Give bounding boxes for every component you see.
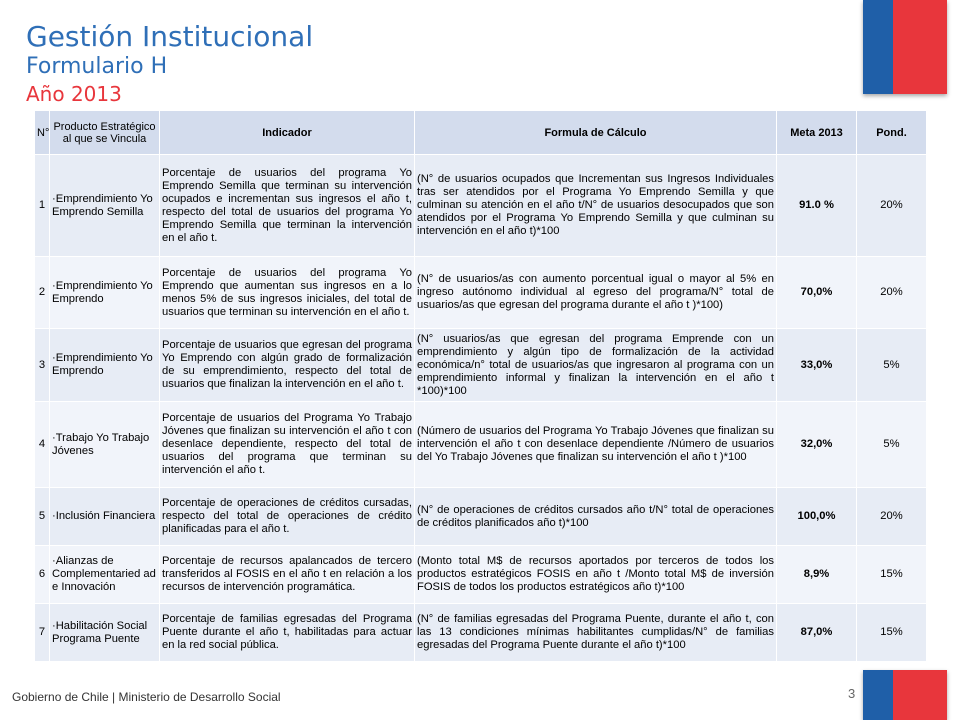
table-row xyxy=(35,604,927,662)
table-row xyxy=(35,402,927,488)
row-pond: 20% xyxy=(857,257,927,329)
header-formula: Formula de Cálculo xyxy=(415,111,777,155)
row-formula: (N° de operaciones de créditos cursados año t/N° total de operaciones de créditos planificados año t)*100 xyxy=(415,488,777,546)
row-num: 5 xyxy=(35,488,50,546)
flag-logo-bottom xyxy=(863,670,947,720)
row-pond: 20% xyxy=(857,155,927,257)
header-num: N° xyxy=(35,111,50,155)
row-product: ·Inclusión Financiera xyxy=(50,488,160,546)
row-meta: 91.0 % xyxy=(777,155,857,257)
footer-text: Gobierno de Chile | Ministerio de Desarrollo Social xyxy=(12,690,281,704)
table-row xyxy=(35,155,927,257)
row-formula: (N° de usuarios ocupados que Incrementan sus Ingresos Individuales tras ser atendidos por el Programa Yo Emprendo Semilla y que culminan su atención en el año t/N° de usuarios desocupados que son atendidos por el Programa Yo Emprendo Semilla y que culminan su intervención en el año t)*100 xyxy=(415,155,777,257)
row-indicator: Porcentaje de recursos apalancados de tercero transferidos al FOSIS en el año t en relación a los recursos de intervención programática. xyxy=(160,546,415,604)
row-num: 1 xyxy=(35,155,50,257)
row-meta: 100,0% xyxy=(777,488,857,546)
flag-red-stripe xyxy=(893,670,947,720)
row-pond: 5% xyxy=(857,329,927,402)
row-pond: 15% xyxy=(857,546,927,604)
row-indicator: Porcentaje de usuarios del programa Yo Emprendo que aumentan sus ingresos en a lo menos 5% de sus ingresos iniciales, del total de usuarios que terminan su intervención en el año t. xyxy=(160,257,415,329)
indicators-table xyxy=(34,110,927,662)
flag-logo-top xyxy=(863,0,947,94)
row-indicator: Porcentaje de usuarios del programa Yo Emprendo Semilla que terminan su intervención ocupados e incrementan sus ingresos el año t, respecto del total de usuarios del programa Yo Emprendo Semilla que terminan la intervención en el año t. xyxy=(160,155,415,257)
flag-blue-stripe xyxy=(863,0,893,94)
table-header-row xyxy=(35,111,927,155)
row-meta: 33,0% xyxy=(777,329,857,402)
row-indicator: Porcentaje de usuarios del Programa Yo Trabajo Jóvenes que finalizan su intervención el año t con desenlace dependiente, respecto del total de usuarios del programa que terminan su intervención el año t. xyxy=(160,402,415,488)
row-pond: 5% xyxy=(857,402,927,488)
row-formula: (N° de familias egresadas del Programa Puente, durante el año t, con las 13 condiciones mínimas habilitantes cumplidas/N° de familias egresadas del Programa Puente durante el año t)*100 xyxy=(415,604,777,662)
row-num: 7 xyxy=(35,604,50,662)
row-formula: (Monto total M$ de recursos aportados por terceros de todos los productos estratégicos FOSIS en año t /Monto total M$ de inversión FOSIS de todos los productos estratégicos año t)*100 xyxy=(415,546,777,604)
header-product: Producto Estratégico al que se Vincula xyxy=(50,111,160,155)
page-number: 3 xyxy=(848,686,856,701)
row-num: 2 xyxy=(35,257,50,329)
row-num: 4 xyxy=(35,402,50,488)
row-meta: 70,0% xyxy=(777,257,857,329)
row-product: ·Habilitación Social Programa Puente xyxy=(50,604,160,662)
row-indicator: Porcentaje de operaciones de créditos cursadas, respecto del total de operaciones de crédito planificadas para el año t. xyxy=(160,488,415,546)
row-product: ·Emprendimiento Yo Emprendo Semilla xyxy=(50,155,160,257)
row-meta: 32,0% xyxy=(777,402,857,488)
flag-red-stripe xyxy=(893,0,947,94)
row-formula: (N° de usuarios/as con aumento porcentual igual o mayor al 5% en ingreso autónomo individual al egreso del programa/N° total de usuarios/as que egresan del programa durante el año t )*100) xyxy=(415,257,777,329)
row-indicator: Porcentaje de familias egresadas del Programa Puente durante el año t, habilitadas para actuar en la red social pública. xyxy=(160,604,415,662)
row-indicator: Porcentaje de usuarios que egresan del programa Yo Emprendo con algún grado de formalización de su emprendimiento, respecto del total de usuarios que finalizan la intervención en el año t. xyxy=(160,329,415,402)
row-product: ·Emprendimiento Yo Emprendo xyxy=(50,257,160,329)
row-num: 3 xyxy=(35,329,50,402)
row-meta: 87,0% xyxy=(777,604,857,662)
header-indicator: Indicador xyxy=(160,111,415,155)
row-product: ·Alianzas de Complementaried ad e Innovación xyxy=(50,546,160,604)
row-formula: (N° usuarios/as que egresan del programa Emprende con un emprendimiento y algún tipo de formalización de la actividad económica/n° total de usuarios/as que ingresaron al programa con un emprendimiento informal y finalizan la intervención en el año t *100)*100 xyxy=(415,329,777,402)
page-subtitle: Formulario H xyxy=(26,54,168,79)
table-row xyxy=(35,329,927,402)
flag-blue-stripe xyxy=(863,670,893,720)
table-row xyxy=(35,488,927,546)
table-row xyxy=(35,257,927,329)
page-title: Gestión Institucional xyxy=(26,20,314,53)
header-meta: Meta 2013 xyxy=(777,111,857,155)
row-product: ·Emprendimiento Yo Emprendo xyxy=(50,329,160,402)
row-meta: 8,9% xyxy=(777,546,857,604)
row-product: ·Trabajo Yo Trabajo Jóvenes xyxy=(50,402,160,488)
header-pond: Pond. xyxy=(857,111,927,155)
table-row xyxy=(35,546,927,604)
row-pond: 15% xyxy=(857,604,927,662)
row-pond: 20% xyxy=(857,488,927,546)
year-label: Año 2013 xyxy=(26,82,122,106)
row-formula: (Número de usuarios del Programa Yo Trabajo Jóvenes que finalizan su intervención el año t con desenlace dependiente /Número de usuarios del Yo Trabajo Jóvenes que finalizan su intervención el año t )*100 xyxy=(415,402,777,488)
row-num: 6 xyxy=(35,546,50,604)
